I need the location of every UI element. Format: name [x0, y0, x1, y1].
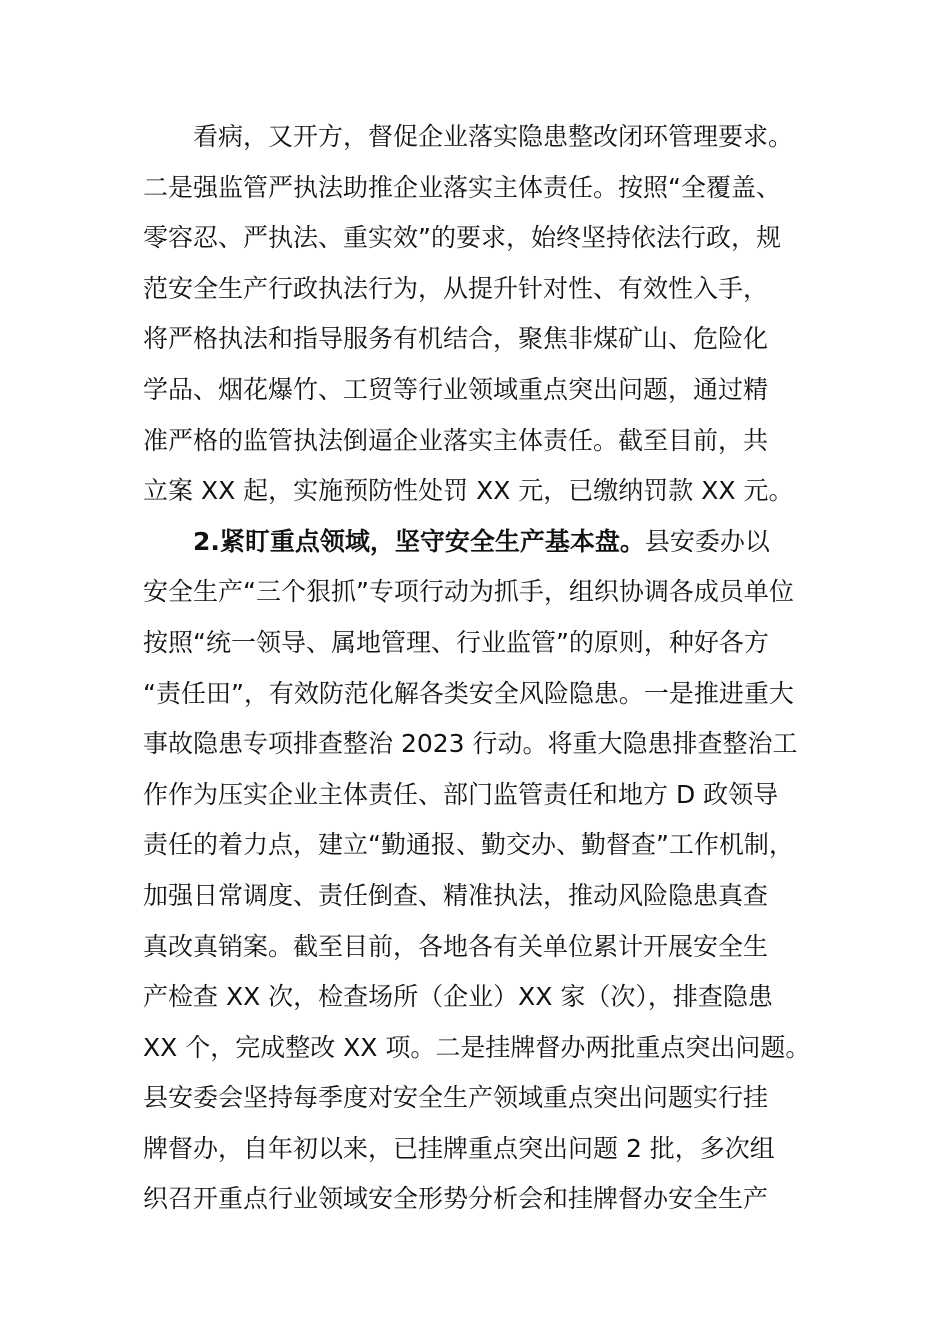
text-line: 真改真销案。截至目前，各地各有关单位累计开展安全生 [143, 931, 769, 961]
text-line: 织召开重点行业领域安全形势分析会和挂牌督办安全生产 [143, 1184, 769, 1214]
text-line: 加强日常调度、责任倒查、精准执法，推动风险隐患真查 [143, 880, 769, 910]
text-line: 按照“统一领导、属地管理、行业监管”的原则，种好各方 [143, 627, 769, 657]
text-line: 牌督办，自年初以来，已挂牌重点突出问题 2 批，多次组 [143, 1133, 775, 1163]
text-line: 二是强监管严执法助推企业落实主体责任。按照“全覆盖、 [143, 172, 781, 202]
text-line: 立案 XX 起，实施预防性处罚 XX 元，已缴纳罚款 XX 元。 [143, 476, 794, 506]
section-heading: 2.紧盯重点领域，坚守安全生产基本盘。 [193, 526, 645, 556]
text-line: 范安全生产行政执法行为，从提升针对性、有效性入手， [143, 273, 769, 303]
text-line: 安全生产“三个狠抓”专项行动为抓手，组织协调各成员单位 [143, 577, 794, 607]
text-line: 零容忍、严执法、重实效”的要求，始终坚持依法行政，规 [143, 223, 781, 253]
text-line: 事故隐患专项排查整治 2023 行动。将重大隐患排查整治工 [143, 729, 798, 759]
text-line: 准严格的监管执法倒逼企业落实主体责任。截至目前，共 [143, 425, 769, 455]
text-line: “责任田”，有效防范化解各类安全风险隐患。一是推进重大 [143, 678, 794, 708]
text-line: 县安委会坚持每季度对安全生产领域重点突出问题实行挂 [143, 1083, 769, 1113]
text-line: 将严格执法和指导服务有机结合，聚焦非煤矿山、危险化 [143, 324, 769, 354]
text-line: 产检查 XX 次，检查场所（企业）XX 家（次），排查隐患 [143, 982, 773, 1012]
section-heading-line [143, 517, 833, 568]
section-heading-continuation: 县安委办以 [644, 526, 770, 556]
text-line: XX 个，完成整改 XX 项。二是挂牌督办两批重点突出问题。 [143, 1032, 811, 1062]
text-line: 作作为压实企业主体责任、部门监管责任和地方 D 政领导 [143, 779, 779, 809]
text-line: 看病，又开方，督促企业落实隐患整改闭环管理要求。 [193, 122, 794, 151]
text-line: 学品、烟花爆竹、工贸等行业领域重点突出问题，通过精 [143, 374, 769, 404]
document-body [143, 112, 833, 1225]
text-line: 责任的着力点，建立“勤通报、勤交办、勤督查”工作机制， [143, 830, 794, 860]
